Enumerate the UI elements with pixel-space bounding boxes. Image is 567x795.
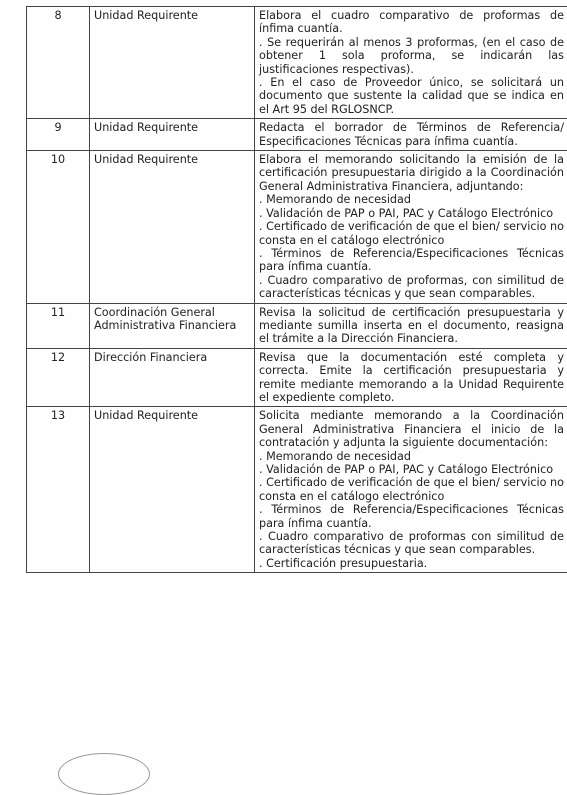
description-line: . Términos de Referencia/Especificaciones Técnicas para ínfima cuantía. bbox=[259, 247, 564, 274]
table-row bbox=[27, 151, 567, 303]
description-line: Revisa que la documentación esté completa y correcta. Emite la certificación presupuestaria y remite mediante memorando a la Unidad Requirente el expediente completo. bbox=[259, 351, 564, 405]
description-line: . Se requerirán al menos 3 proformas, (en el caso de obtener 1 sola proforma, se indicarán las justificaciones respectivas). bbox=[259, 36, 564, 76]
activity-description bbox=[255, 407, 567, 573]
table-row bbox=[27, 303, 567, 348]
description-line: Elabora el cuadro comparativo de proformas de ínfima cuantía. bbox=[259, 9, 564, 36]
procedure-table-body bbox=[27, 7, 567, 573]
description-line: . Certificado de verificación de que el bien/ servicio no consta en el catálogo electrónico bbox=[259, 476, 564, 503]
description-line: . Memorando de necesidad bbox=[259, 193, 564, 206]
step-number: 11 bbox=[27, 303, 90, 348]
step-number: 10 bbox=[27, 151, 90, 303]
description-line: . Cuadro comparativo de proformas, con similitud de características técnicas y que sean comparables. bbox=[259, 274, 564, 301]
table-row bbox=[27, 7, 567, 119]
table-row bbox=[27, 119, 567, 151]
description-line: . Certificado de verificación de que el bien/ servicio no consta en el catálogo electrónico bbox=[259, 220, 564, 247]
table-row bbox=[27, 407, 567, 573]
description-line: . En el caso de Proveedor único, se solicitará un documento que sustente la calidad que se indica en el Art 95 del RGLOSNCP. bbox=[259, 76, 564, 116]
responsible-unit: Unidad Requirente bbox=[90, 151, 255, 303]
responsible-unit: Coordinación General Administrativa Financiera bbox=[90, 303, 255, 348]
seal-stamp bbox=[58, 753, 150, 795]
responsible-unit: Dirección Financiera bbox=[90, 348, 255, 407]
description-line: . Certificación presupuestaria. bbox=[259, 557, 564, 570]
activity-description bbox=[255, 348, 567, 407]
responsible-unit: Unidad Requirente bbox=[90, 407, 255, 573]
activity-description bbox=[255, 303, 567, 348]
responsible-unit: Unidad Requirente bbox=[90, 119, 255, 151]
description-line: . Memorando de necesidad bbox=[259, 450, 564, 463]
description-line: Solicita mediante memorando a la Coordinación General Administrativa Financiera el inicio de la contratación y adjunta la siguiente documentación: bbox=[259, 409, 564, 449]
description-line: Redacta el borrador de Términos de Referencia/ Especificaciones Técnicas para ínfima cuantía. bbox=[259, 121, 564, 148]
description-line: . Cuadro comparativo de proformas con similitud de características técnicas y que sean comparables. bbox=[259, 530, 564, 557]
description-line: . Validación de PAP o PAI, PAC y Catálogo Electrónico bbox=[259, 207, 564, 220]
activity-description bbox=[255, 7, 567, 119]
step-number: 13 bbox=[27, 407, 90, 573]
description-line: Revisa la solicitud de certificación presupuestaria y mediante sumilla inserta en el documento, reasigna el trámite a la Dirección Financiera. bbox=[259, 306, 564, 346]
activity-description bbox=[255, 151, 567, 303]
description-line: . Términos de Referencia/Especificaciones Técnicas para ínfima cuantía. bbox=[259, 503, 564, 530]
responsible-unit: Unidad Requirente bbox=[90, 7, 255, 119]
procedure-table bbox=[26, 6, 567, 573]
table-row bbox=[27, 348, 567, 407]
description-line: Elabora el memorando solicitando la emisión de la certificación presupuestaria dirigido a la Coordinación General Administrativa Financiera, adjuntando: bbox=[259, 153, 564, 193]
activity-description bbox=[255, 119, 567, 151]
step-number: 12 bbox=[27, 348, 90, 407]
step-number: 8 bbox=[27, 7, 90, 119]
step-number: 9 bbox=[27, 119, 90, 151]
description-line: . Validación de PAP o PAI, PAC y Catálogo Electrónico bbox=[259, 463, 564, 476]
